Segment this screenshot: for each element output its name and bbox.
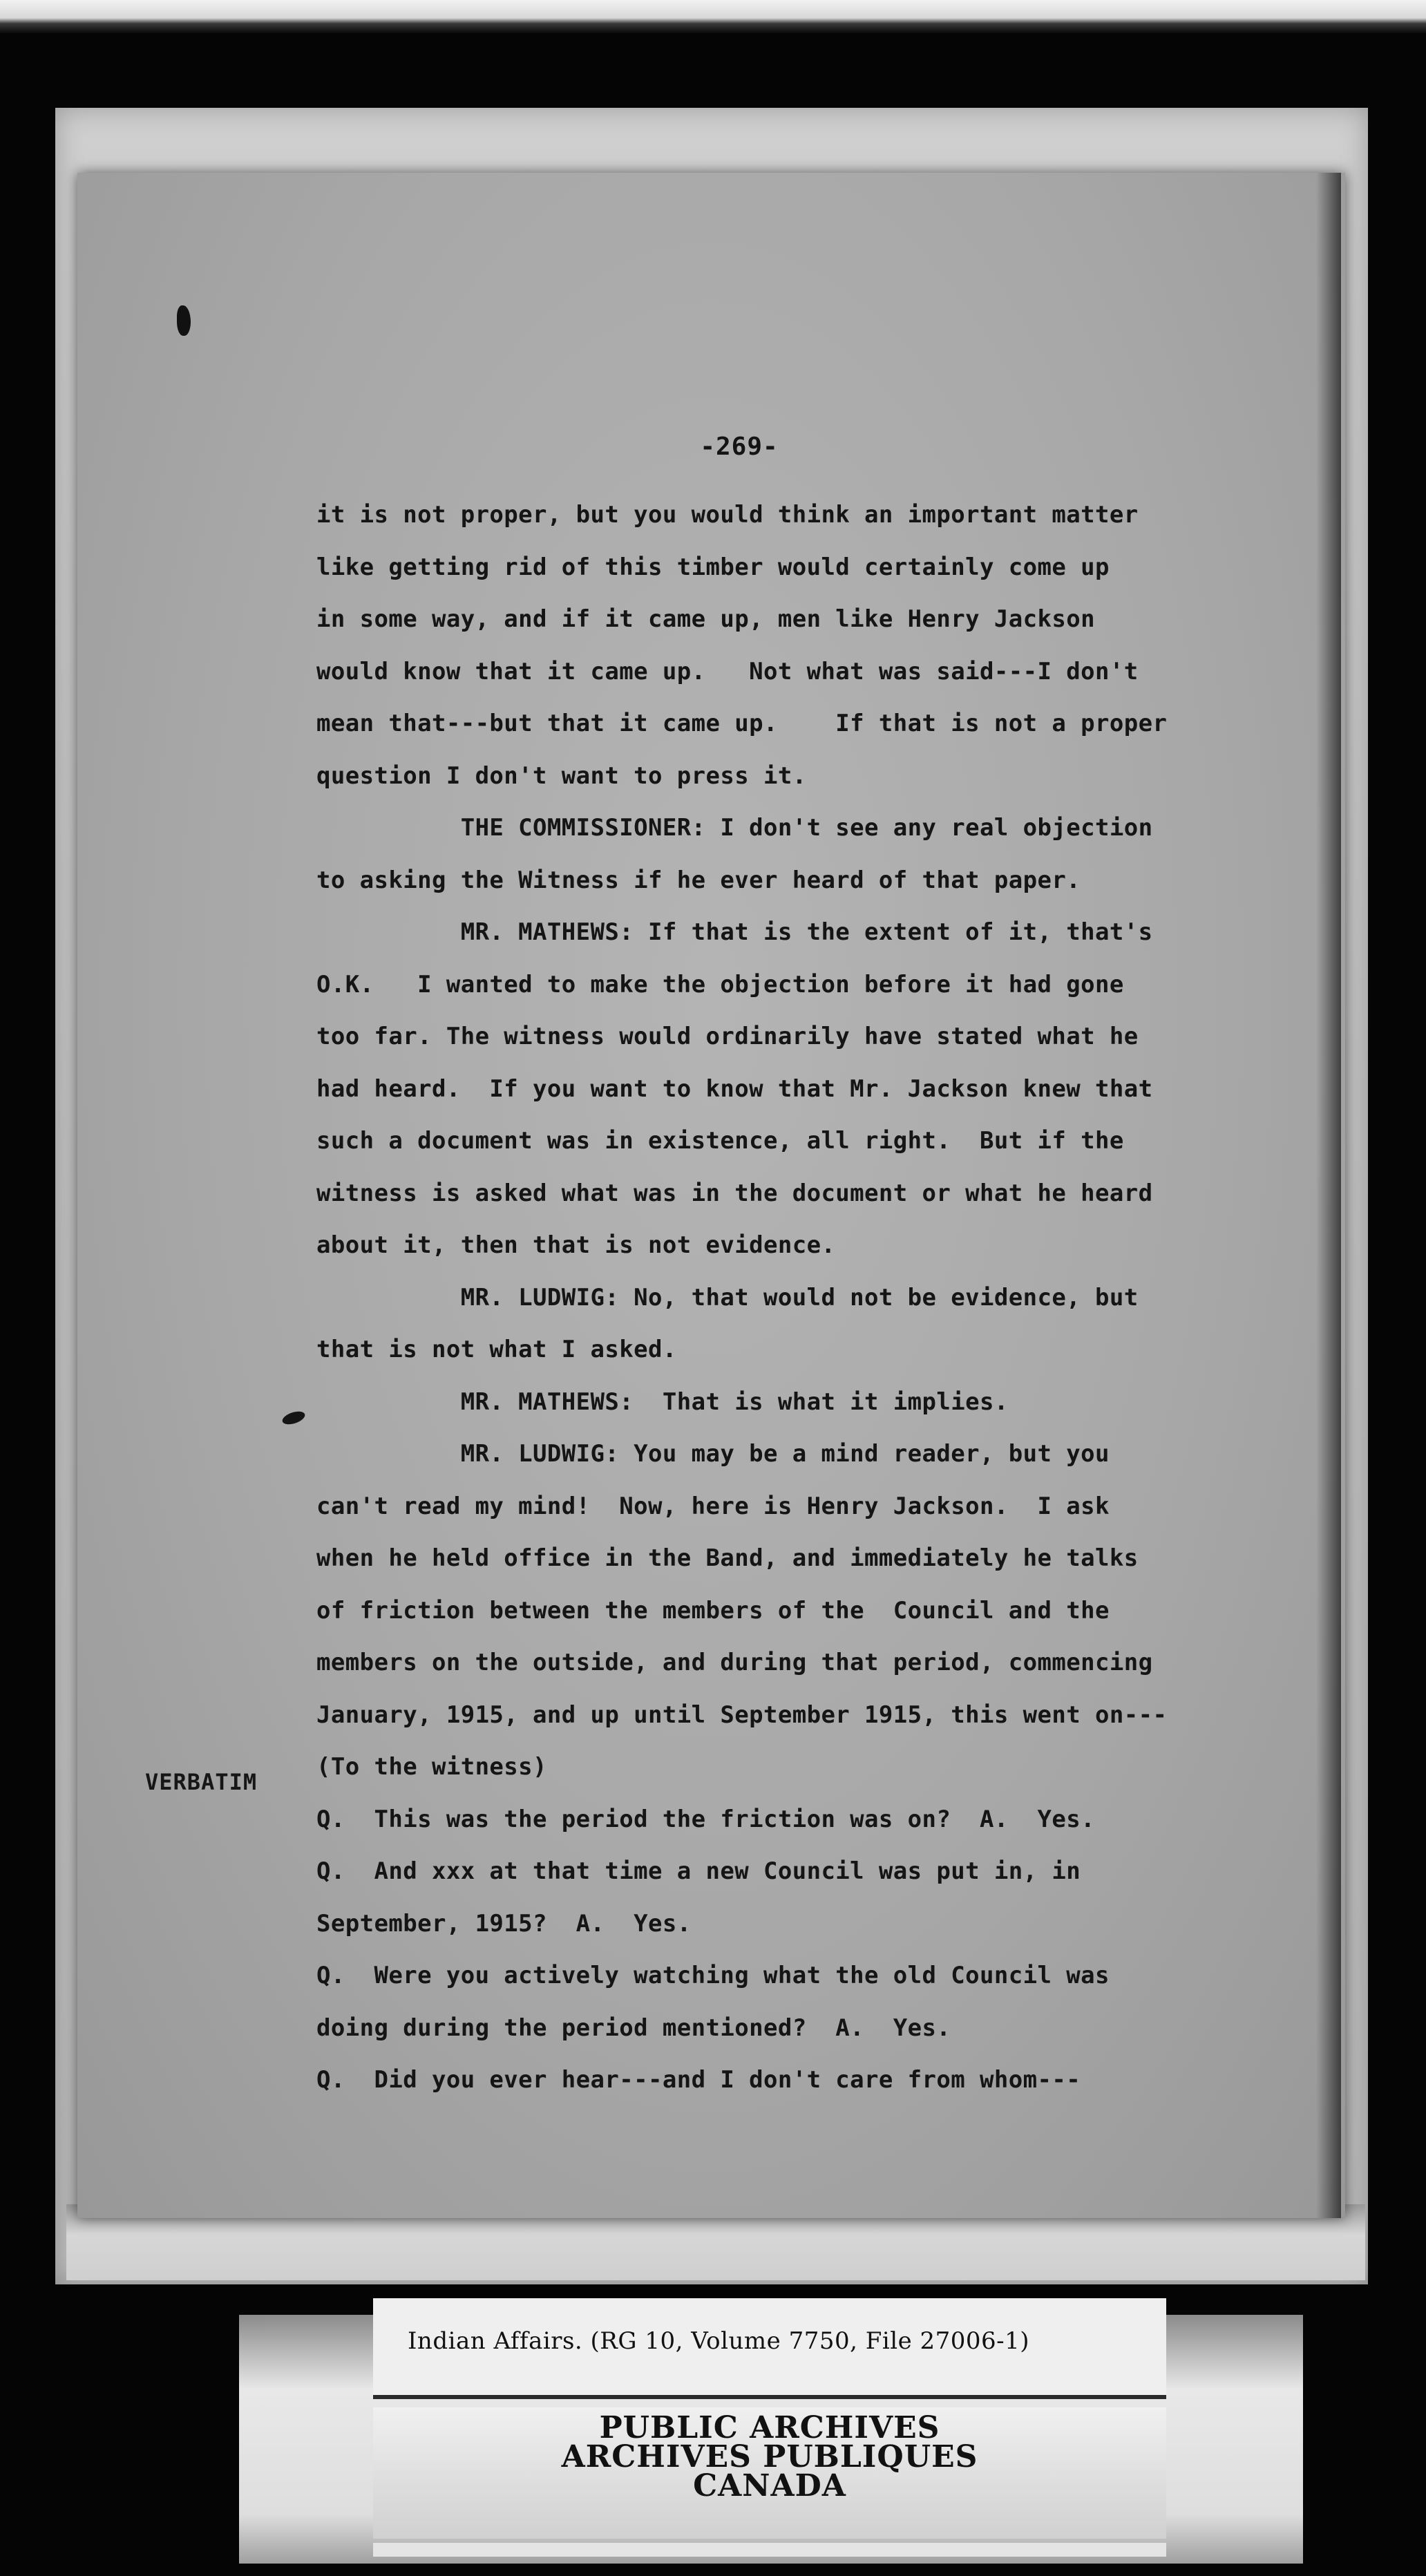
transcript-line: question I don't want to press it.	[316, 761, 807, 790]
transcript-line: too far. The witness would ordinarily have stated what he	[316, 1023, 1139, 1050]
transcript-line: (To the witness)	[316, 1753, 547, 1781]
transcript-line: Q. Did you ever hear---and I don't care from whom---	[316, 2066, 1081, 2094]
transcript-line: in some way, and if it came up, men like Henry Jackson	[316, 605, 1095, 633]
transcript-line: like getting rid of this timber would certainly come up	[316, 553, 1110, 581]
archives-stamp-line-3: CANADA	[693, 2468, 846, 2503]
transcript-line: members on the outside, and during that period, commencing	[316, 1649, 1153, 1676]
transcript-line: Q. This was the period the friction was on? A. Yes.	[316, 1805, 1095, 1833]
scanner-top-strip	[0, 0, 1426, 33]
transcript-line: witness is asked what was in the document or what he heard	[316, 1179, 1153, 1207]
transcript-line: about it, then that is not evidence.	[316, 1231, 836, 1259]
archive-reference-text: Indian Affairs. (RG 10, Volume 7750, File 27006-1)	[408, 2327, 1030, 2355]
transcript-line: can't read my mind! Now, here is Henry Jackson. I ask	[316, 1492, 1110, 1520]
transcript-line: January, 1915, and up until September 1915, this went on---	[316, 1701, 1168, 1729]
transcript-line: such a document was in existence, all right. But if the	[316, 1127, 1124, 1155]
transcript-line: Q. And xxx at that time a new Council was put in, in	[316, 1857, 1081, 1885]
transcript-line: MR. MATHEWS: If that is the extent of it, that's	[316, 918, 1153, 946]
transcript-line: that is not what I asked.	[316, 1336, 677, 1363]
page-edge-shadow	[1316, 173, 1341, 2218]
transcript-line: when he held office in the Band, and immediately he talks	[316, 1544, 1139, 1572]
transcript-line: MR. MATHEWS: That is what it implies.	[316, 1388, 1009, 1416]
transcript-line: it is not proper, but you would think an important matter	[316, 501, 1139, 529]
transcript-line: would know that it came up. Not what was said---I don't	[316, 657, 1139, 685]
page-number: -269-	[700, 433, 779, 461]
label-bottom-strip	[373, 2543, 1166, 2557]
archives-stamp-line-1: PUBLIC ARCHIVES	[599, 2410, 940, 2445]
transcript-body	[316, 489, 1311, 2107]
transcript-line: of friction between the members of the Council and the	[316, 1596, 1110, 1625]
archives-stamp-line-2: ARCHIVES PUBLIQUES	[561, 2439, 978, 2474]
transcript-line: Q. Were you actively watching what the old Council was	[316, 1962, 1110, 1989]
transcript-line: THE COMMISSIONER: I don't see any real objection	[316, 814, 1153, 842]
transcript-line: MR. LUDWIG: No, that would not be evidence, but	[316, 1283, 1139, 1311]
transcript-line: MR. LUDWIG: You may be a mind reader, but you	[316, 1440, 1110, 1468]
punch-hole-mark	[177, 305, 191, 336]
transcript-line: to asking the Witness if he ever heard of that paper.	[316, 866, 1081, 894]
transcript-line: mean that---but that it came up. If that is not a proper	[316, 710, 1168, 737]
margin-note-verbatim: VERBATIM	[145, 1769, 258, 1795]
transcript-line: September, 1915? A. Yes.	[316, 1909, 692, 1938]
transcript-line: O.K. I wanted to make the objection before it had gone	[316, 970, 1124, 998]
transcript-line: doing during the period mentioned? A. Yes.	[316, 2014, 951, 2042]
transcript-line: had heard. If you want to know that Mr. Jackson knew that	[316, 1074, 1153, 1103]
